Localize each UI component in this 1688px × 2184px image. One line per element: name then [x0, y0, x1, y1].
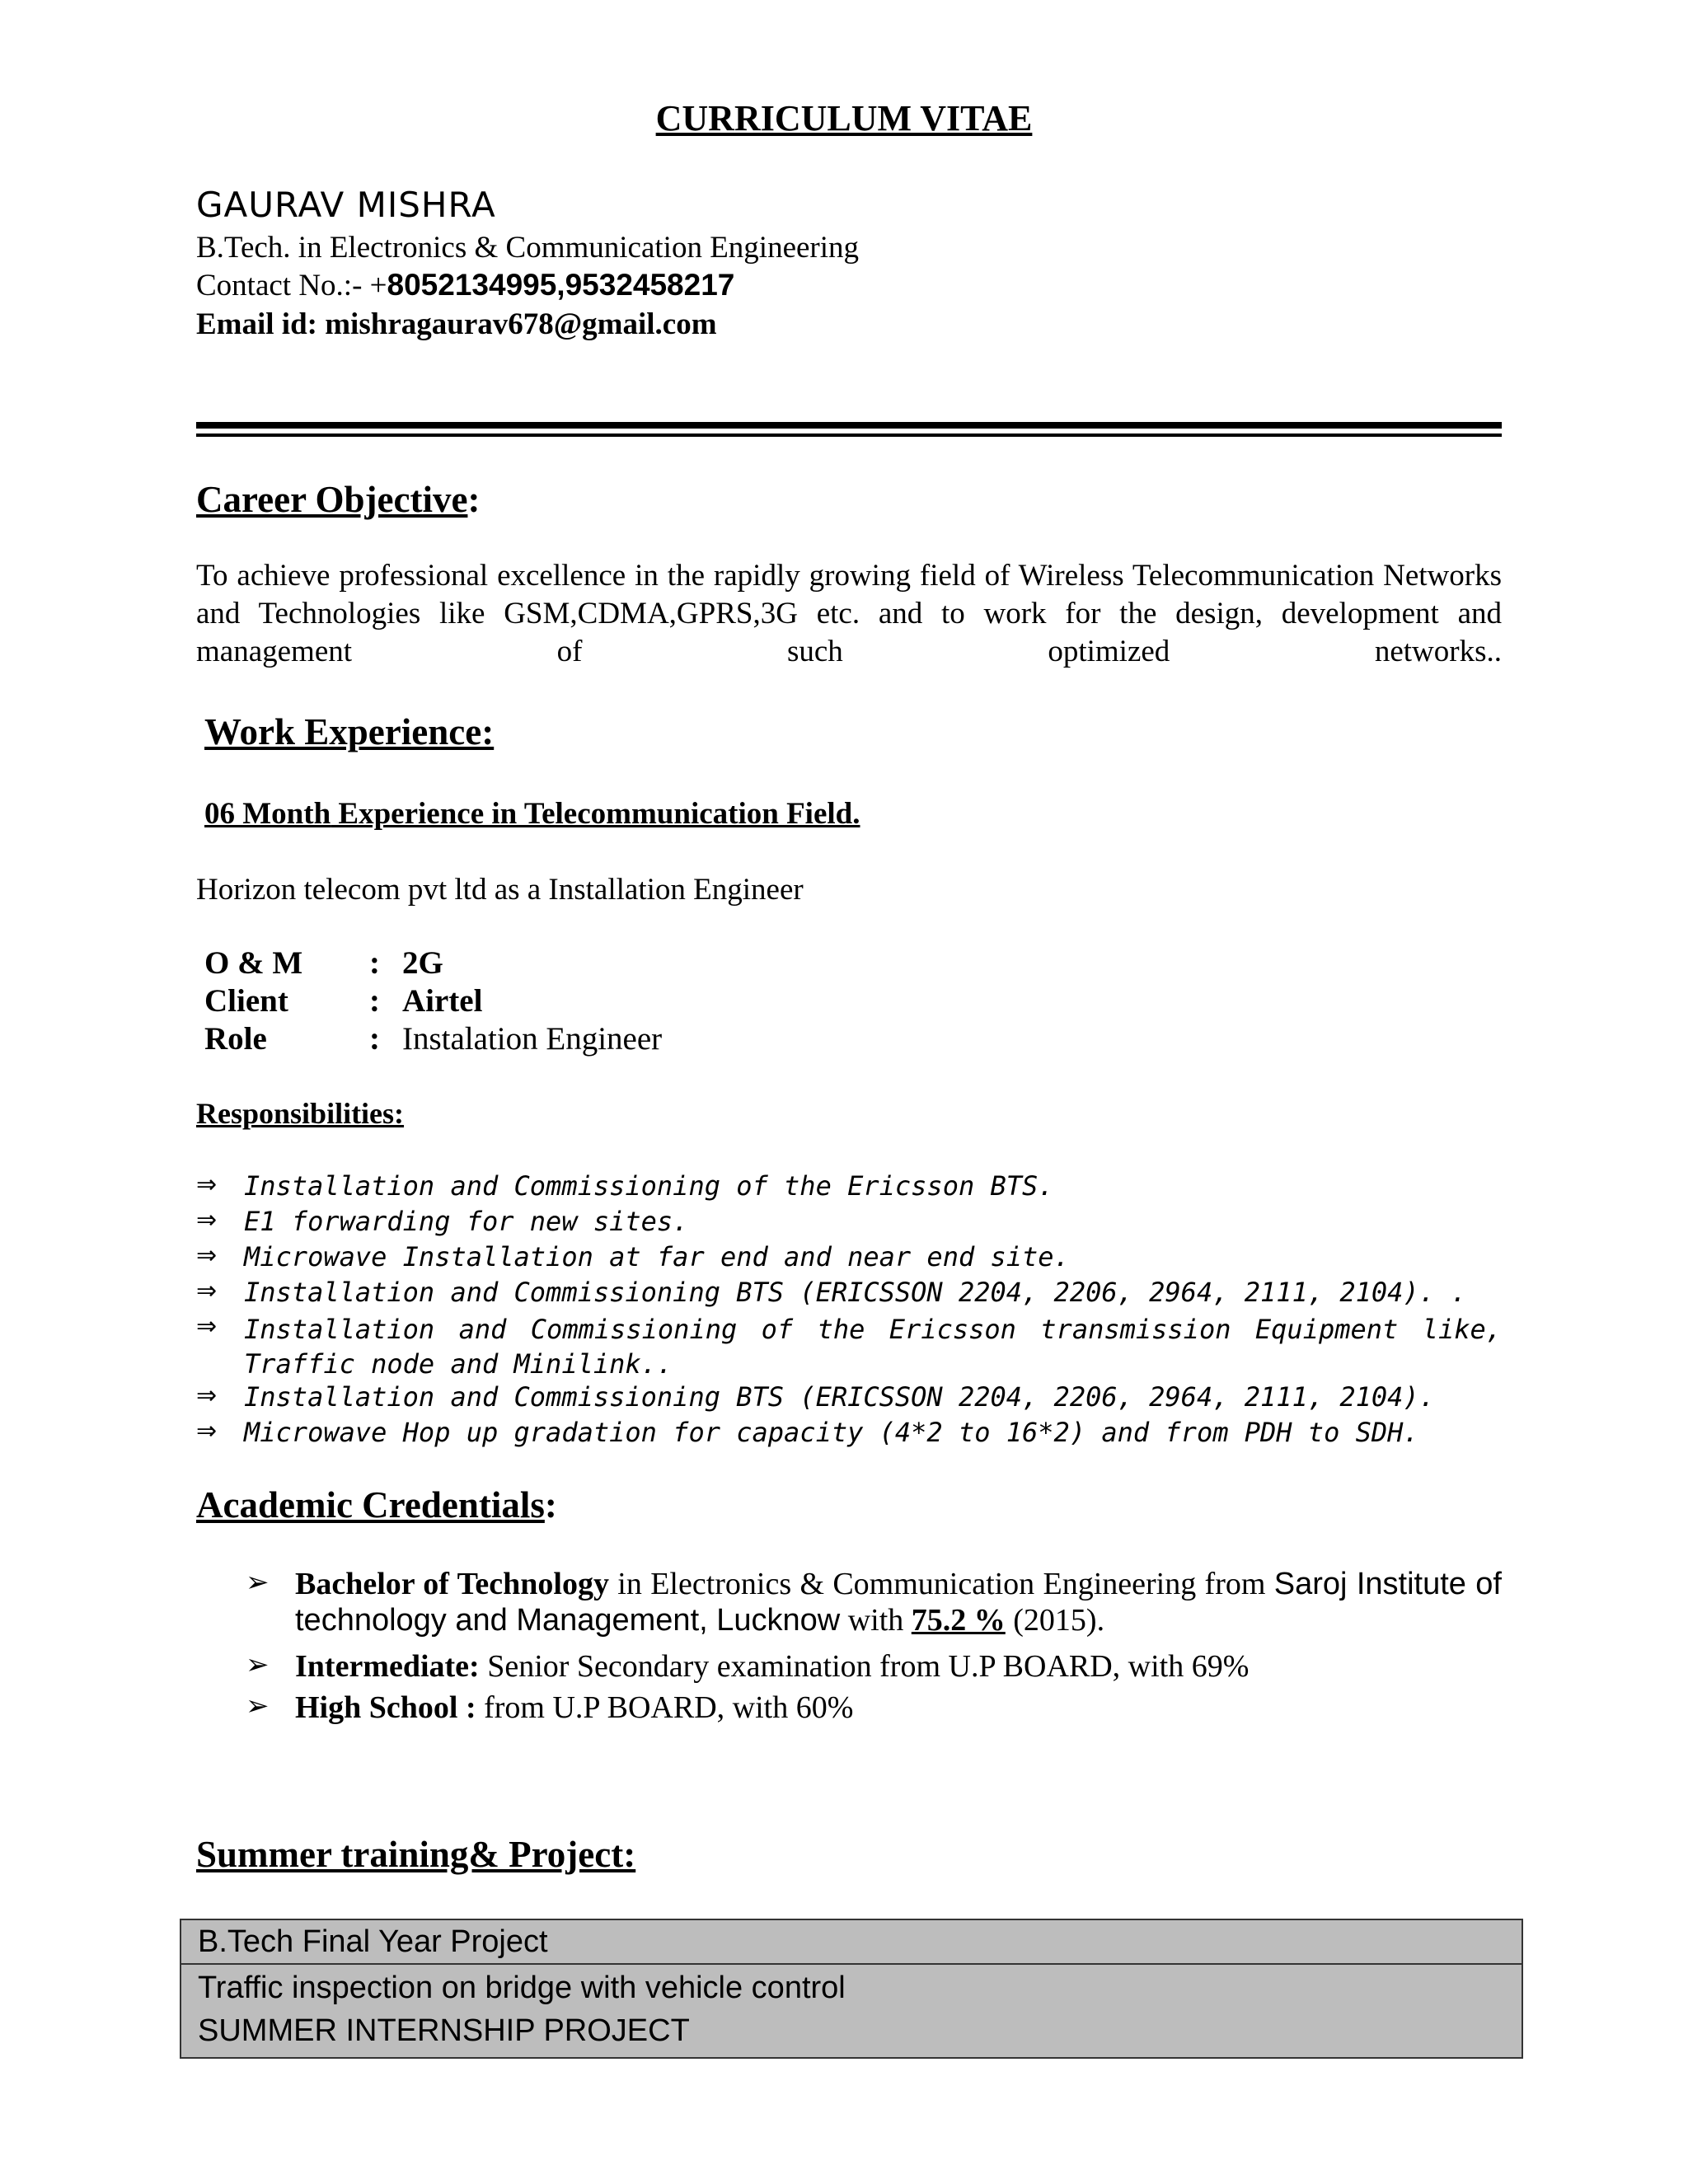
career-objective-text: To achieve professional excellence in the rapidly growing field of Wireless Telecommunication Networks and Technologies like GSM,CDMA,GPRS,3G etc. and to work for the design, development and management of such optimized networks.. — [196, 559, 1502, 668]
contact-numbers: 8052134995,9532458217 — [387, 268, 735, 302]
header-divider — [196, 422, 1502, 429]
arrow-icon: ⇒ — [196, 1170, 218, 1199]
work-experience-heading: Work Experience: — [204, 711, 495, 752]
detail-role: Role : Instalation Engineer — [204, 1021, 663, 1057]
contact-line — [196, 268, 734, 303]
arrow-icon: ⇒ — [196, 1312, 218, 1341]
arrow-icon: ⇒ — [196, 1206, 218, 1235]
arrow-icon: ⇒ — [196, 1241, 218, 1270]
arrow-icon: ➢ — [246, 1690, 270, 1722]
company-line: Horizon telecom pvt ltd as a Installation Engineer — [196, 873, 804, 907]
experience-duration: 06 Month Experience in Telecommunication Field. — [204, 797, 860, 831]
header-divider-thin — [196, 434, 1502, 437]
responsibilities-heading: Responsibilities: — [196, 1097, 405, 1130]
arrow-icon: ➢ — [246, 1648, 270, 1681]
arrow-icon: ⇒ — [196, 1417, 218, 1446]
table-row: B.Tech Final Year Project — [181, 1920, 1522, 1965]
projects-heading: Summer training& Project: — [196, 1834, 636, 1875]
document-title: CURRICULUM VITAE — [655, 98, 1033, 138]
email-line: Email id: mishragaurav678@gmail.com — [196, 307, 717, 341]
contact-label: Contact No.:- + — [196, 269, 387, 302]
detail-om: O & M : 2G — [204, 945, 443, 981]
projects-table — [180, 1919, 1523, 2059]
arrow-icon: ⇒ — [196, 1381, 218, 1410]
career-objective-heading: Career Objective: — [196, 479, 481, 520]
academic-heading: Academic Credentials: — [196, 1484, 557, 1526]
detail-client: Client : Airtel — [204, 983, 483, 1019]
candidate-name: GAURAV MISHRA — [196, 185, 496, 225]
degree-line: B.Tech. in Electronics & Communication Engineering — [196, 231, 860, 265]
arrow-icon: ➢ — [246, 1566, 270, 1599]
table-row: Traffic inspection on bridge with vehicle control SUMMER INTERNSHIP PROJECT — [198, 1971, 846, 2048]
arrow-icon: ⇒ — [196, 1277, 218, 1305]
